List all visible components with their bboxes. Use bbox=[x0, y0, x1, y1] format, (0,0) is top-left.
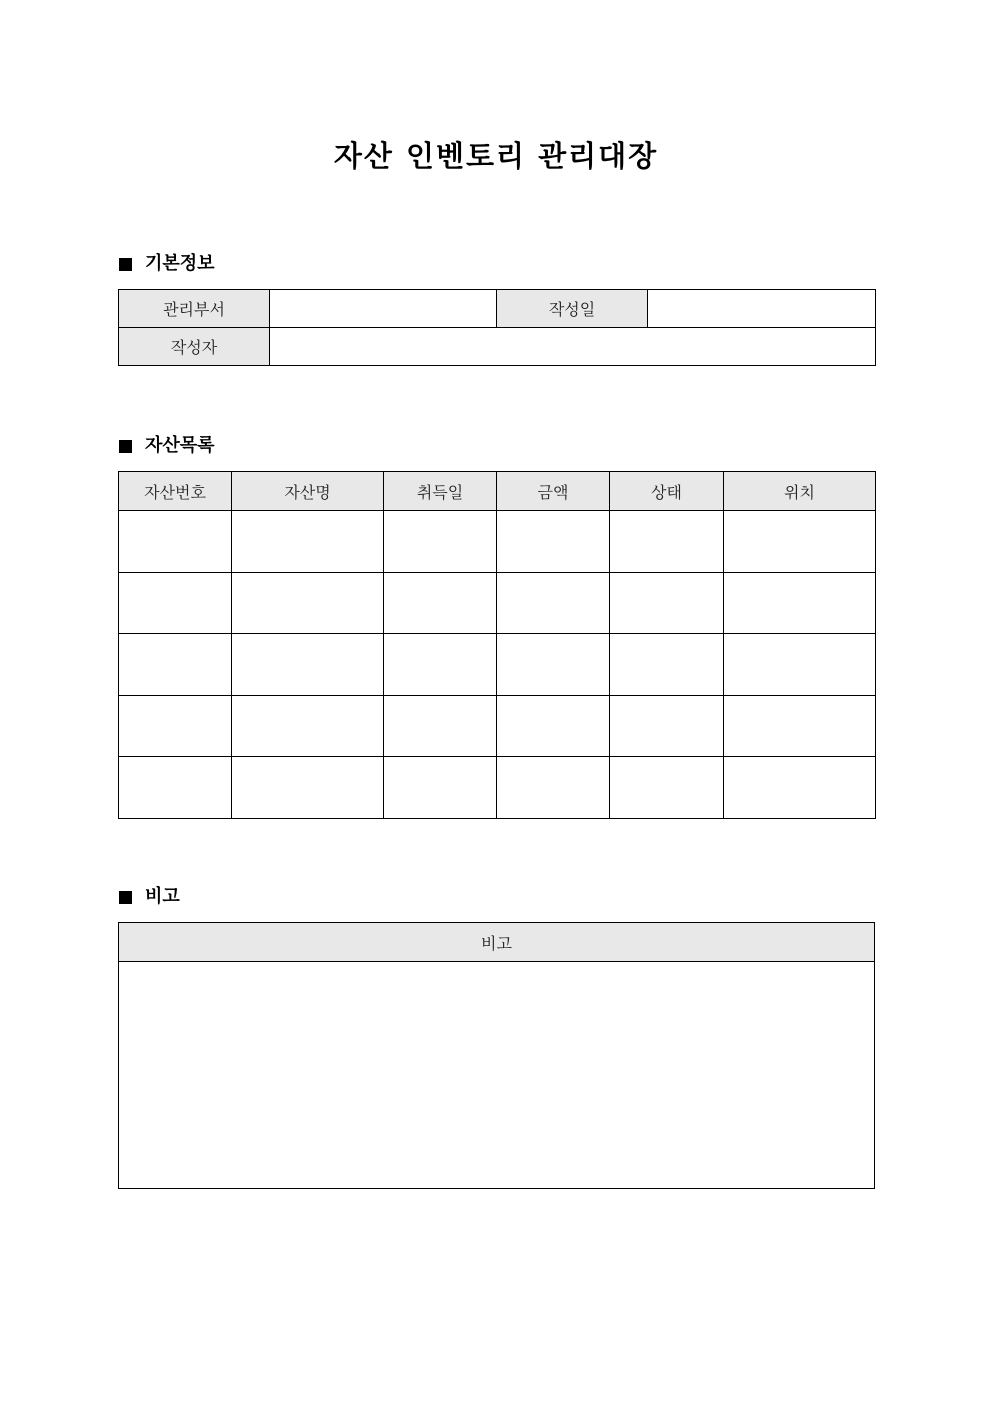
table-cell[interactable] bbox=[497, 695, 610, 757]
table-row bbox=[119, 757, 876, 819]
black-square-icon bbox=[119, 258, 132, 271]
table-row bbox=[119, 290, 876, 328]
table-row bbox=[119, 511, 876, 573]
table-cell[interactable] bbox=[497, 634, 610, 696]
department-label: 관리부서 bbox=[119, 290, 270, 328]
asset-table bbox=[118, 471, 876, 819]
section-heading-label: 비고 bbox=[145, 886, 180, 907]
black-square-icon bbox=[119, 891, 132, 904]
table-cell[interactable] bbox=[724, 634, 876, 696]
table-cell[interactable] bbox=[119, 757, 232, 819]
table-cell[interactable] bbox=[119, 695, 232, 757]
column-header-acquisition-date: 취득일 bbox=[384, 472, 497, 511]
table-cell[interactable] bbox=[119, 572, 232, 634]
table-cell[interactable] bbox=[384, 757, 497, 819]
table-row bbox=[119, 634, 876, 696]
table-row bbox=[119, 572, 876, 634]
column-header-location: 위치 bbox=[724, 472, 876, 511]
table-cell[interactable] bbox=[384, 511, 497, 573]
table-cell[interactable] bbox=[232, 634, 384, 696]
table-header-row bbox=[119, 472, 876, 511]
table-cell[interactable] bbox=[384, 572, 497, 634]
table-cell[interactable] bbox=[232, 695, 384, 757]
table-cell[interactable] bbox=[384, 695, 497, 757]
table-cell[interactable] bbox=[119, 634, 232, 696]
section-heading-label: 자산목록 bbox=[145, 435, 215, 456]
table-cell[interactable] bbox=[384, 634, 497, 696]
table-row bbox=[119, 328, 876, 366]
table-cell[interactable] bbox=[610, 757, 724, 819]
table-cell[interactable] bbox=[232, 511, 384, 573]
table-cell[interactable] bbox=[497, 572, 610, 634]
column-header-remarks: 비고 bbox=[119, 923, 875, 962]
table-row bbox=[119, 695, 876, 757]
section-heading-remarks bbox=[119, 885, 180, 909]
table-cell[interactable] bbox=[724, 572, 876, 634]
table-cell[interactable] bbox=[232, 572, 384, 634]
section-heading-basic-info bbox=[119, 252, 215, 276]
table-header-row bbox=[119, 923, 875, 962]
table-cell[interactable] bbox=[232, 757, 384, 819]
table-cell[interactable] bbox=[724, 511, 876, 573]
author-field[interactable] bbox=[270, 328, 876, 366]
table-cell[interactable] bbox=[610, 634, 724, 696]
table-cell[interactable] bbox=[610, 511, 724, 573]
column-header-asset-number: 자산번호 bbox=[119, 472, 232, 511]
remarks-table bbox=[118, 922, 875, 1189]
table-cell[interactable] bbox=[610, 572, 724, 634]
column-header-status: 상태 bbox=[610, 472, 724, 511]
black-square-icon bbox=[119, 440, 132, 453]
table-cell[interactable] bbox=[724, 757, 876, 819]
date-field[interactable] bbox=[648, 290, 876, 328]
table-row bbox=[119, 962, 875, 1189]
column-header-asset-name: 자산명 bbox=[232, 472, 384, 511]
page-title: 자산 인벤토리 관리대장 bbox=[333, 139, 659, 173]
table-cell[interactable] bbox=[119, 511, 232, 573]
author-label: 작성자 bbox=[119, 328, 270, 366]
table-cell[interactable] bbox=[724, 695, 876, 757]
remarks-field[interactable] bbox=[119, 962, 875, 1189]
department-field[interactable] bbox=[270, 290, 497, 328]
table-cell[interactable] bbox=[497, 511, 610, 573]
column-header-amount: 금액 bbox=[497, 472, 610, 511]
basic-info-table bbox=[118, 289, 876, 366]
date-label: 작성일 bbox=[497, 290, 648, 328]
table-cell[interactable] bbox=[497, 757, 610, 819]
table-cell[interactable] bbox=[610, 695, 724, 757]
section-heading-label: 기본정보 bbox=[145, 253, 215, 274]
section-heading-asset-list bbox=[119, 434, 215, 458]
